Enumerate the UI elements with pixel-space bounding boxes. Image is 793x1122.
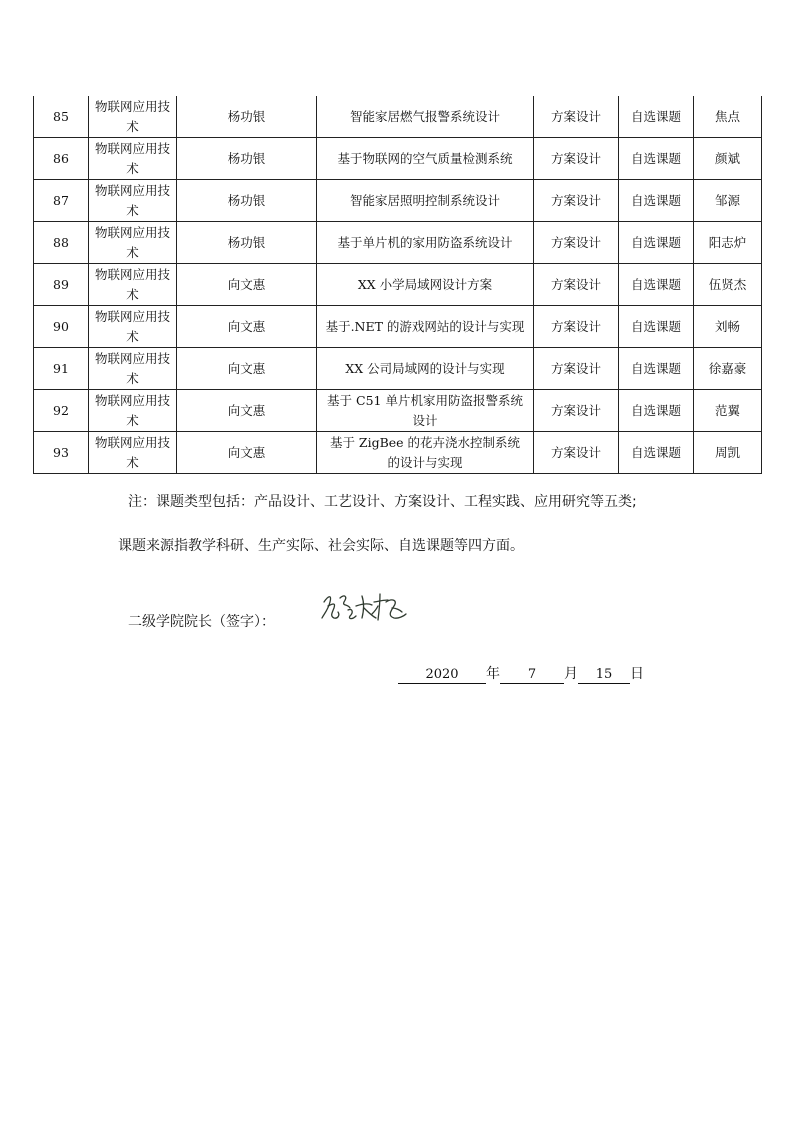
cell-topic-type: 方案设计 (534, 138, 619, 180)
cell-student: 阳志炉 (694, 222, 762, 264)
cell-topic-source: 自选课题 (619, 264, 694, 306)
cell-topic-type: 方案设计 (534, 306, 619, 348)
cell-teacher: 杨功银 (177, 96, 317, 138)
cell-topic-type: 方案设计 (534, 264, 619, 306)
cell-topic-type: 方案设计 (534, 390, 619, 432)
cell-teacher: 向文惠 (177, 306, 317, 348)
topics-table (33, 96, 762, 474)
date-month: 7 (500, 667, 564, 684)
cell-major: 物联网应用技术 (89, 390, 177, 432)
cell-student: 邹源 (694, 180, 762, 222)
cell-number: 87 (34, 180, 89, 222)
table-row (34, 264, 762, 306)
table-row (34, 180, 762, 222)
cell-topic: 智能家居照明控制系统设计 (317, 180, 534, 222)
cell-major: 物联网应用技术 (89, 138, 177, 180)
cell-topic-source: 自选课题 (619, 180, 694, 222)
table-row (34, 306, 762, 348)
note-topic-sources: 课题来源指教学科研、生产实际、社会实际、自选课题等四方面。 (118, 538, 524, 554)
cell-student: 刘畅 (694, 306, 762, 348)
cell-major: 物联网应用技术 (89, 348, 177, 390)
cell-number: 93 (34, 432, 89, 474)
date-year-unit: 年 (486, 666, 500, 682)
cell-number: 88 (34, 222, 89, 264)
cell-topic: 基于 C51 单片机家用防盗报警系统设计 (317, 390, 534, 432)
cell-student: 周凯 (694, 432, 762, 474)
handwritten-signature (318, 588, 410, 628)
date-month-unit: 月 (564, 666, 578, 682)
cell-number: 85 (34, 96, 89, 138)
table-row (34, 222, 762, 264)
cell-student: 徐嘉豪 (694, 348, 762, 390)
cell-topic-source: 自选课题 (619, 222, 694, 264)
cell-number: 91 (34, 348, 89, 390)
cell-topic: XX 公司局域网的设计与实现 (317, 348, 534, 390)
cell-topic: 基于 ZigBee 的花卉浇水控制系统的设计与实现 (317, 432, 534, 474)
cell-topic-source: 自选课题 (619, 390, 694, 432)
cell-major: 物联网应用技术 (89, 264, 177, 306)
cell-topic-source: 自选课题 (619, 348, 694, 390)
cell-student: 颜斌 (694, 138, 762, 180)
cell-teacher: 向文惠 (177, 348, 317, 390)
cell-major: 物联网应用技术 (89, 180, 177, 222)
cell-topic-source: 自选课题 (619, 306, 694, 348)
cell-topic-type: 方案设计 (534, 180, 619, 222)
cell-topic: 基于.NET 的游戏网站的设计与实现 (317, 306, 534, 348)
table-row (34, 432, 762, 474)
date-day: 15 (578, 667, 630, 684)
cell-teacher: 向文惠 (177, 432, 317, 474)
cell-number: 86 (34, 138, 89, 180)
cell-number: 92 (34, 390, 89, 432)
cell-topic-type: 方案设计 (534, 432, 619, 474)
cell-topic: 基于单片机的家用防盗系统设计 (317, 222, 534, 264)
cell-topic-source: 自选课题 (619, 138, 694, 180)
date-day-unit: 日 (630, 666, 644, 682)
cell-student: 焦点 (694, 96, 762, 138)
table-row (34, 348, 762, 390)
cell-topic-type: 方案设计 (534, 348, 619, 390)
cell-number: 89 (34, 264, 89, 306)
table-row (34, 390, 762, 432)
date-line (398, 663, 644, 684)
cell-teacher: 杨功银 (177, 180, 317, 222)
table-row (34, 138, 762, 180)
cell-teacher: 向文惠 (177, 390, 317, 432)
cell-student: 范翼 (694, 390, 762, 432)
cell-teacher: 向文惠 (177, 264, 317, 306)
cell-number: 90 (34, 306, 89, 348)
cell-topic-source: 自选课题 (619, 432, 694, 474)
cell-topic: 智能家居燃气报警系统设计 (317, 96, 534, 138)
cell-student: 伍贤杰 (694, 264, 762, 306)
date-year: 2020 (398, 667, 486, 684)
table-row (34, 96, 762, 138)
cell-topic-source: 自选课题 (619, 96, 694, 138)
note-topic-types: 注：课题类型包括：产品设计、工艺设计、方案设计、工程实践、应用研究等五类; (128, 494, 637, 510)
cell-topic: 基于物联网的空气质量检测系统 (317, 138, 534, 180)
cell-teacher: 杨功银 (177, 138, 317, 180)
cell-topic-type: 方案设计 (534, 96, 619, 138)
cell-major: 物联网应用技术 (89, 306, 177, 348)
table-body (34, 96, 762, 474)
cell-topic: XX 小学局域网设计方案 (317, 264, 534, 306)
cell-teacher: 杨功银 (177, 222, 317, 264)
cell-major: 物联网应用技术 (89, 222, 177, 264)
cell-major: 物联网应用技术 (89, 432, 177, 474)
cell-major: 物联网应用技术 (89, 96, 177, 138)
cell-topic-type: 方案设计 (534, 222, 619, 264)
signature-label: 二级学院院长（签字）： (128, 614, 275, 630)
